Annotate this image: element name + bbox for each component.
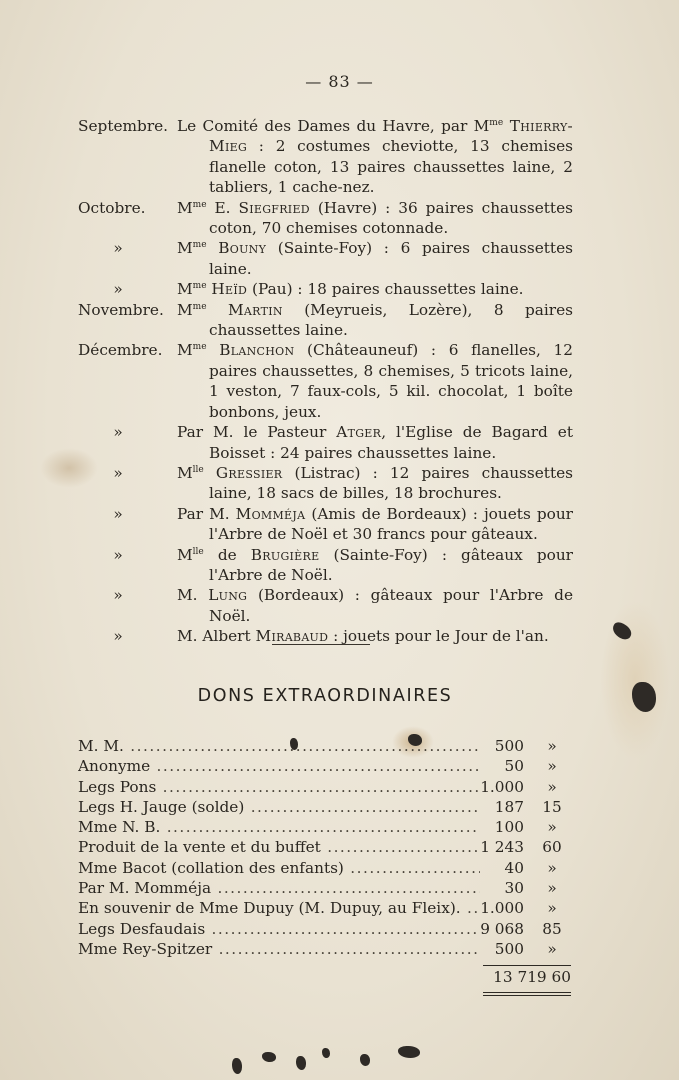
ditto-mark: » xyxy=(113,504,123,523)
text-segment: (Châteauneuf) : 6 flanelles, 12 paires chaussettes, 8 chemises, 5 tricots laine, 1 veston, 7 faux-cols, 5 kil. chocolat, 1 boîte bonbons, jeux. xyxy=(209,341,573,421)
donor-name: Thierry-Mieg xyxy=(209,117,573,156)
donation-text xyxy=(177,300,573,341)
text-segment: (Listrac) : 12 paires chaussettes laine, 18 sacs de billes, 18 brochures. xyxy=(209,463,573,503)
donation-text xyxy=(177,116,573,198)
ledger-row xyxy=(78,756,572,776)
ledger-label xyxy=(78,797,480,817)
ink-blot xyxy=(296,1056,306,1070)
donation-entry xyxy=(78,279,573,299)
donor-name: Lung xyxy=(208,586,248,605)
ink-blot xyxy=(290,738,298,750)
text-segment: de xyxy=(203,545,251,564)
text-segment: Par M. xyxy=(177,504,236,523)
donation-text xyxy=(177,504,573,545)
donation-entry xyxy=(78,504,573,545)
ledger-label xyxy=(78,777,480,797)
ink-blot xyxy=(632,682,656,712)
ditto-mark: » xyxy=(113,463,123,482)
text-segment: M xyxy=(177,341,193,360)
text-segment: M xyxy=(177,280,193,299)
ledger-row xyxy=(78,898,572,918)
total-row xyxy=(483,967,571,987)
ledger-label-text: Par M. Momméja xyxy=(78,879,212,898)
text-segment: : jouets pour le Jour de l'an. xyxy=(328,627,549,646)
ledger-cents: » xyxy=(547,777,557,796)
ditto-mark: » xyxy=(113,239,123,258)
ditto-mark: » xyxy=(113,586,123,605)
ink-blot xyxy=(322,1048,330,1058)
ledger-label-text: Mme Bacot (collation des enfants) xyxy=(78,858,344,877)
donor-name: Mirabaud xyxy=(255,627,329,646)
donation-text xyxy=(177,585,573,626)
ledger-cents: » xyxy=(547,818,557,837)
ledger-table xyxy=(78,736,572,959)
text-segment: M xyxy=(177,300,193,319)
donation-text xyxy=(177,626,573,646)
ink-blot xyxy=(232,1058,242,1074)
month-label: Septembre. xyxy=(78,117,169,135)
ledger-label-text: Legs H. Jauge (solde) xyxy=(78,797,245,816)
ledger-row xyxy=(78,797,572,817)
ink-blot xyxy=(408,734,422,746)
section-divider xyxy=(272,644,370,645)
ledger-row xyxy=(78,919,572,939)
total-double-rule xyxy=(483,995,571,996)
ledger-amount: 9 068 xyxy=(480,919,524,938)
ledger-row xyxy=(78,817,572,837)
ledger-label xyxy=(78,858,480,878)
donation-entry xyxy=(78,198,573,239)
ledger-cents: » xyxy=(547,899,557,918)
ledger-label-text: Legs Pons xyxy=(78,777,157,796)
total-rule xyxy=(483,965,571,966)
section-title: DONS EXTRAORDINAIRES xyxy=(197,686,453,706)
donation-text xyxy=(177,340,573,422)
title-abbreviation: me xyxy=(192,342,207,353)
donation-entry xyxy=(78,340,573,422)
ledger-cents: » xyxy=(547,879,557,898)
donor-name: Martin xyxy=(227,300,283,319)
ledger-cents: » xyxy=(547,737,557,755)
donation-text xyxy=(177,463,573,504)
donation-entry xyxy=(78,545,573,586)
text-segment: (Sainte-Foy) : gâteaux pour l'Arbre de Noël. xyxy=(209,545,573,584)
ledger-label xyxy=(78,817,480,837)
donations-list xyxy=(78,116,573,647)
page-number: — 83 — xyxy=(305,72,374,91)
ledger-amount: 1 243 xyxy=(480,838,524,857)
text-segment: (Pau) : 18 paires chaussettes laine. xyxy=(247,280,524,299)
ledger-label-text: Produit de la vente et du buffet xyxy=(78,838,321,857)
donor-name: Atger xyxy=(336,423,382,442)
donor-name: Bouny xyxy=(218,239,267,258)
donation-entry xyxy=(78,238,573,279)
ink-blot xyxy=(262,1052,276,1062)
text-segment: M xyxy=(177,239,193,258)
text-segment: : 2 costumes cheviotte, 13 chemises flanelle coton, 13 paires chaussettes laine, 2 tabliers, 1 cache-nez. xyxy=(209,137,573,197)
text-segment: (Sainte-Foy) : 6 paires chaussettes laine. xyxy=(209,239,573,278)
donation-text xyxy=(177,545,573,586)
total-amount: 13 719 60 xyxy=(493,968,571,986)
ledger-amount: 100 xyxy=(494,818,524,837)
ledger-label-text: En souvenir de Mme Dupuy (M. Dupuy, au Fleix). xyxy=(78,899,461,918)
ledger-row xyxy=(78,858,572,878)
title-abbreviation: me xyxy=(192,199,207,210)
ledger-cents: 15 xyxy=(542,797,562,816)
ink-blot xyxy=(398,1046,420,1058)
text-segment: (Havre) : 36 paires chaussettes coton, 70 chemises cotonnade. xyxy=(209,198,573,238)
text-segment: (Bordeaux) : gâteaux pour l'Arbre de Noël. xyxy=(209,586,573,625)
donation-entry xyxy=(78,300,573,341)
donation-entry xyxy=(78,585,573,626)
donor-name: Gressier xyxy=(215,463,283,482)
donation-text xyxy=(177,198,573,239)
ink-blot xyxy=(360,1054,370,1066)
text-segment: (Amis de Bordeaux) : jouets pour l'Arbre de Noël et 30 francs pour gâteaux. xyxy=(209,504,573,544)
text-segment: , l'Eglise de Bagard et Boisset : 24 paires chaussettes laine. xyxy=(209,423,573,462)
donation-entry xyxy=(78,116,573,198)
text-segment: M xyxy=(177,545,193,564)
ledger-label-text: M. M. xyxy=(78,737,124,755)
donor-name: Heïd xyxy=(211,280,248,299)
text-segment: E. xyxy=(206,198,239,217)
ledger-label xyxy=(78,837,480,857)
ledger-row xyxy=(78,939,572,959)
title-abbreviation: lle xyxy=(192,464,204,475)
ledger-cents: 85 xyxy=(542,919,562,938)
text-segment: M xyxy=(177,463,193,482)
month-label: Décembre. xyxy=(78,341,163,360)
ditto-mark: » xyxy=(113,423,123,442)
donation-text xyxy=(177,422,573,463)
ledger-cents: » xyxy=(547,858,557,877)
title-abbreviation: me xyxy=(192,281,207,292)
ledger-amount: 1.000 xyxy=(480,777,524,796)
ledger-amount: 30 xyxy=(504,879,524,898)
ledger-amount: 1.000 xyxy=(480,899,524,918)
text-segment xyxy=(207,239,219,257)
total-double-rule xyxy=(483,992,571,993)
ledger-amount: 500 xyxy=(494,737,524,755)
ledger-amount: 50 xyxy=(504,757,524,776)
text-segment: Par M. le Pasteur xyxy=(177,423,337,442)
donor-name: Siegfried xyxy=(238,198,310,217)
ledger-amount: 40 xyxy=(504,858,524,877)
ditto-mark: » xyxy=(113,280,123,299)
title-abbreviation: me xyxy=(192,240,207,251)
ledger-label-text: Mme Rey-Spitzer xyxy=(78,939,213,958)
ledger-cents: 60 xyxy=(542,838,562,857)
ledger-label-text: Legs Desfaudais xyxy=(78,919,206,938)
month-label: Novembre. xyxy=(78,300,164,319)
ledger-label-text: Anonyme xyxy=(78,757,151,776)
ledger-label-text: Mme N. B. xyxy=(78,818,161,837)
ledger-cents: » xyxy=(547,757,557,776)
text-segment xyxy=(207,301,228,319)
ledger-row xyxy=(78,777,572,797)
ledger-amount: 500 xyxy=(494,939,524,958)
text-segment: M xyxy=(177,198,193,217)
text-segment: M. xyxy=(177,586,209,605)
ledger-label xyxy=(78,939,480,959)
text-segment: (Meyrueis, Lozère), 8 paires chaussettes laine. xyxy=(209,300,573,340)
donation-text xyxy=(177,238,573,279)
donor-name: Momméja xyxy=(235,504,306,523)
ledger-row xyxy=(78,837,572,857)
text-segment: M. Albert xyxy=(177,627,256,646)
ledger-row xyxy=(78,736,572,756)
title-abbreviation: me xyxy=(489,117,504,128)
text-segment: Le Comité des Dames du Havre, par M xyxy=(177,117,490,135)
donor-name: Blanchon xyxy=(219,341,295,360)
foxing-stain xyxy=(600,600,670,760)
donation-text xyxy=(177,279,573,299)
ditto-mark: » xyxy=(113,545,123,564)
ditto-mark: » xyxy=(113,627,123,646)
ledger-row xyxy=(78,878,572,898)
text-segment xyxy=(207,341,220,359)
text-segment xyxy=(204,464,216,482)
ledger-label xyxy=(78,919,480,939)
title-abbreviation: me xyxy=(192,301,207,312)
donor-name: Brugière xyxy=(250,545,320,564)
ledger-label xyxy=(78,898,480,918)
donation-entry xyxy=(78,463,573,504)
donation-entry xyxy=(78,422,573,463)
ledger-label xyxy=(78,756,480,776)
ledger-amount: 187 xyxy=(494,797,524,816)
month-label: Octobre. xyxy=(78,198,146,217)
title-abbreviation: lle xyxy=(192,546,204,557)
ledger-label xyxy=(78,878,480,898)
ledger-cents: » xyxy=(547,939,557,958)
